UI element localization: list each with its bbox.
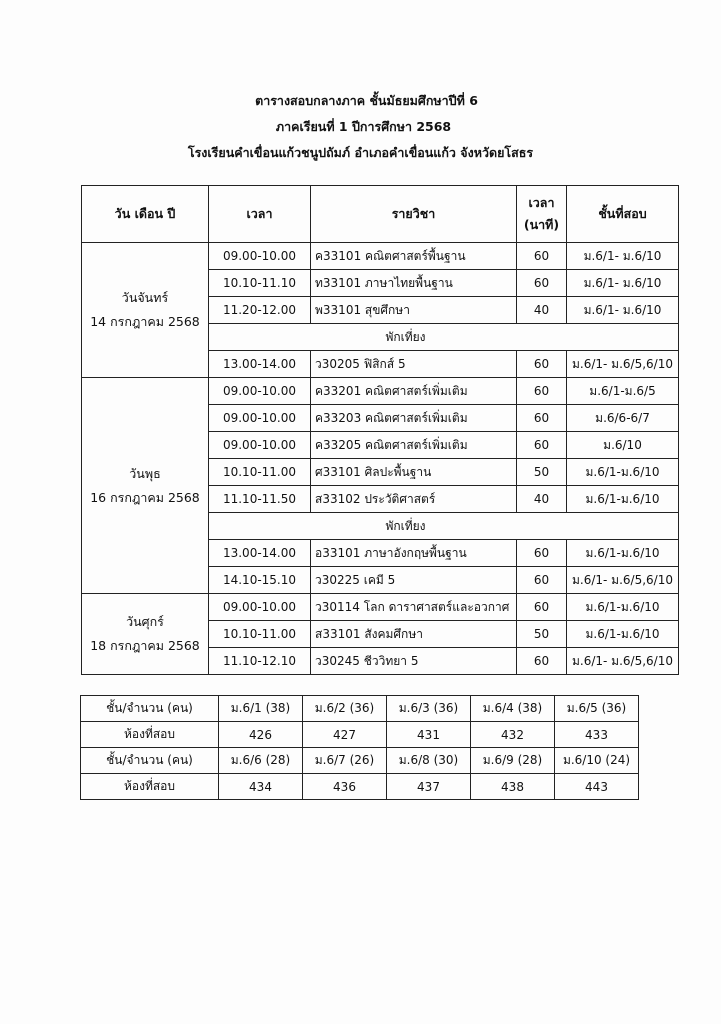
class-count-cell: ม.6/4 (38) xyxy=(471,696,555,722)
class-count-cell: ม.6/8 (30) xyxy=(387,748,471,774)
exam-subject: อ33101 ภาษาอังกฤษพื้นฐาน xyxy=(311,540,517,567)
room-cell: 427 xyxy=(303,722,387,748)
room-cell: 433 xyxy=(555,722,639,748)
class-count-cell: ม.6/7 (26) xyxy=(303,748,387,774)
exam-minutes: 60 xyxy=(517,432,567,459)
exam-time: 09.00-10.00 xyxy=(209,594,311,621)
class-count-cell: ม.6/3 (36) xyxy=(387,696,471,722)
room-cell: 437 xyxy=(387,774,471,800)
exam-class: ม.6/1-ม.6/10 xyxy=(567,486,679,513)
exam-class: ม.6/1-ม.6/10 xyxy=(567,540,679,567)
room-cell: 432 xyxy=(471,722,555,748)
header-date: วัน เดือน ปี xyxy=(82,186,209,243)
day-cell xyxy=(82,243,209,378)
exam-minutes: 50 xyxy=(517,459,567,486)
exam-time: 09.00-10.00 xyxy=(209,243,311,270)
table-row xyxy=(82,243,679,270)
exam-class: ม.6/1-ม.6/10 xyxy=(567,459,679,486)
class-count-cell: ม.6/2 (36) xyxy=(303,696,387,722)
exam-class: ม.6/1-ม.6/5 xyxy=(567,378,679,405)
class-count-cell: ม.6/6 (28) xyxy=(219,748,303,774)
exam-class: ม.6/1- ม.6/5,6/10 xyxy=(567,567,679,594)
exam-minutes: 40 xyxy=(517,297,567,324)
exam-time: 10.10-11.00 xyxy=(209,621,311,648)
exam-class: ม.6/10 xyxy=(567,432,679,459)
day-name: วันพุธ xyxy=(129,465,161,481)
exam-minutes: 60 xyxy=(517,648,567,675)
day-cell xyxy=(82,594,209,675)
header-minutes xyxy=(517,186,567,243)
lunch-break-label: พักเที่ยง xyxy=(209,513,679,540)
class-count-label: ชั้น/จำนวน (คน) xyxy=(81,748,219,774)
room-cell: 438 xyxy=(471,774,555,800)
exam-subject: ศ33101 ศิลปะพื้นฐาน xyxy=(311,459,517,486)
day-cell xyxy=(82,378,209,594)
exam-time: 10.10-11.10 xyxy=(209,270,311,297)
exam-time: 09.00-10.00 xyxy=(209,405,311,432)
day-date: 18 กรกฎาคม 2568 xyxy=(90,638,200,653)
lunch-break-label: พักเที่ยง xyxy=(209,324,679,351)
room-cell: 443 xyxy=(555,774,639,800)
exam-subject: ค33205 คณิตศาสตร์เพิ่มเติม xyxy=(311,432,517,459)
exam-subject: ค33101 คณิตศาสตร์พื้นฐาน xyxy=(311,243,517,270)
day-date: 14 กรกฎาคม 2568 xyxy=(90,314,200,329)
day-name: วันศุกร์ xyxy=(126,614,164,629)
exam-subject: ท33101 ภาษาไทยพื้นฐาน xyxy=(311,270,517,297)
class-count-cell: ม.6/1 (38) xyxy=(219,696,303,722)
table-row xyxy=(82,378,679,405)
day-date: 16 กรกฎาคม 2568 xyxy=(90,489,200,505)
exam-class: ม.6/1- ม.6/5,6/10 xyxy=(567,648,679,675)
day-name: วันจันทร์ xyxy=(121,290,169,305)
exam-subject: พ33101 สุขศึกษา xyxy=(311,297,517,324)
exam-class: ม.6/1- ม.6/10 xyxy=(567,270,679,297)
exam-subject: ว30225 เคมี 5 xyxy=(311,567,517,594)
exam-subject: ส33102 ประวัติศาสตร์ xyxy=(311,486,517,513)
header-school: โรงเรียนคำเขื่อนแก้วชนูปถัมภ์ อำเภอคำเขื่อนแก้ว จังหวัดยโสธร xyxy=(187,145,534,160)
exam-minutes: 60 xyxy=(517,378,567,405)
exam-minutes: 50 xyxy=(517,621,567,648)
exam-minutes: 60 xyxy=(517,567,567,594)
exam-subject: ว30114 โลก ดาราศาสตร์และอวกาศ xyxy=(311,594,517,621)
exam-class: ม.6/1- ม.6/5,6/10 xyxy=(567,351,679,378)
exam-minutes: 60 xyxy=(517,405,567,432)
table-row xyxy=(82,594,679,621)
header-class: ชั้นที่สอบ xyxy=(567,186,679,243)
exam-time: 09.00-10.00 xyxy=(209,378,311,405)
exam-minutes: 60 xyxy=(517,594,567,621)
exam-header-row xyxy=(82,186,679,243)
exam-subject: ค33203 คณิตศาสตร์เพิ่มเติม xyxy=(311,405,517,432)
exam-subject: ค33201 คณิตศาสตร์เพิ่มเติม xyxy=(311,378,517,405)
exam-subject: ว30205 ฟิสิกส์ 5 xyxy=(311,351,517,378)
header-title: ตารางสอบกลางภาค ชั้นมัธยมศึกษาปีที่ 6 xyxy=(255,93,478,108)
room-label: ห้องที่สอบ xyxy=(81,774,219,800)
exam-class: ม.6/1- ม.6/10 xyxy=(567,243,679,270)
class-count-cell: ม.6/10 (24) xyxy=(555,748,639,774)
class-count-cell: ม.6/9 (28) xyxy=(471,748,555,774)
class-count-row xyxy=(81,696,639,722)
exam-time: 13.00-14.00 xyxy=(209,540,311,567)
room-row xyxy=(81,774,639,800)
exam-time: 14.10-15.10 xyxy=(209,567,311,594)
class-count-cell: ม.6/5 (36) xyxy=(555,696,639,722)
exam-minutes: 40 xyxy=(517,486,567,513)
exam-minutes: 60 xyxy=(517,243,567,270)
room-cell: 436 xyxy=(303,774,387,800)
exam-class: ม.6/1-ม.6/10 xyxy=(567,621,679,648)
header-minutes-line1: เวลา xyxy=(528,195,555,210)
exam-class: ม.6/1-ม.6/10 xyxy=(567,594,679,621)
document-header xyxy=(0,88,721,166)
exam-class: ม.6/1- ม.6/10 xyxy=(567,297,679,324)
room-row xyxy=(81,722,639,748)
class-count-row xyxy=(81,748,639,774)
exam-minutes: 60 xyxy=(517,540,567,567)
room-cell: 434 xyxy=(219,774,303,800)
room-assignment-table xyxy=(80,695,639,800)
exam-time: 11.10-12.10 xyxy=(209,648,311,675)
room-cell: 431 xyxy=(387,722,471,748)
exam-subject: ว30245 ชีววิทยา 5 xyxy=(311,648,517,675)
header-minutes-line2: (นาที) xyxy=(523,217,560,232)
exam-schedule-table xyxy=(81,185,679,675)
exam-subject: ส33101 สังคมศึกษา xyxy=(311,621,517,648)
header-time: เวลา xyxy=(209,186,311,243)
class-count-label: ชั้น/จำนวน (คน) xyxy=(81,696,219,722)
exam-time: 10.10-11.00 xyxy=(209,459,311,486)
exam-time: 09.00-10.00 xyxy=(209,432,311,459)
header-subject: รายวิชา xyxy=(311,186,517,243)
exam-minutes: 60 xyxy=(517,351,567,378)
exam-minutes: 60 xyxy=(517,270,567,297)
exam-class: ม.6/6-6/7 xyxy=(567,405,679,432)
exam-time: 11.20-12.00 xyxy=(209,297,311,324)
room-label: ห้องที่สอบ xyxy=(81,722,219,748)
exam-time: 11.10-11.50 xyxy=(209,486,311,513)
header-semester: ภาคเรียนที่ 1 ปีการศึกษา 2568 xyxy=(275,119,452,134)
room-cell: 426 xyxy=(219,722,303,748)
exam-time: 13.00-14.00 xyxy=(209,351,311,378)
